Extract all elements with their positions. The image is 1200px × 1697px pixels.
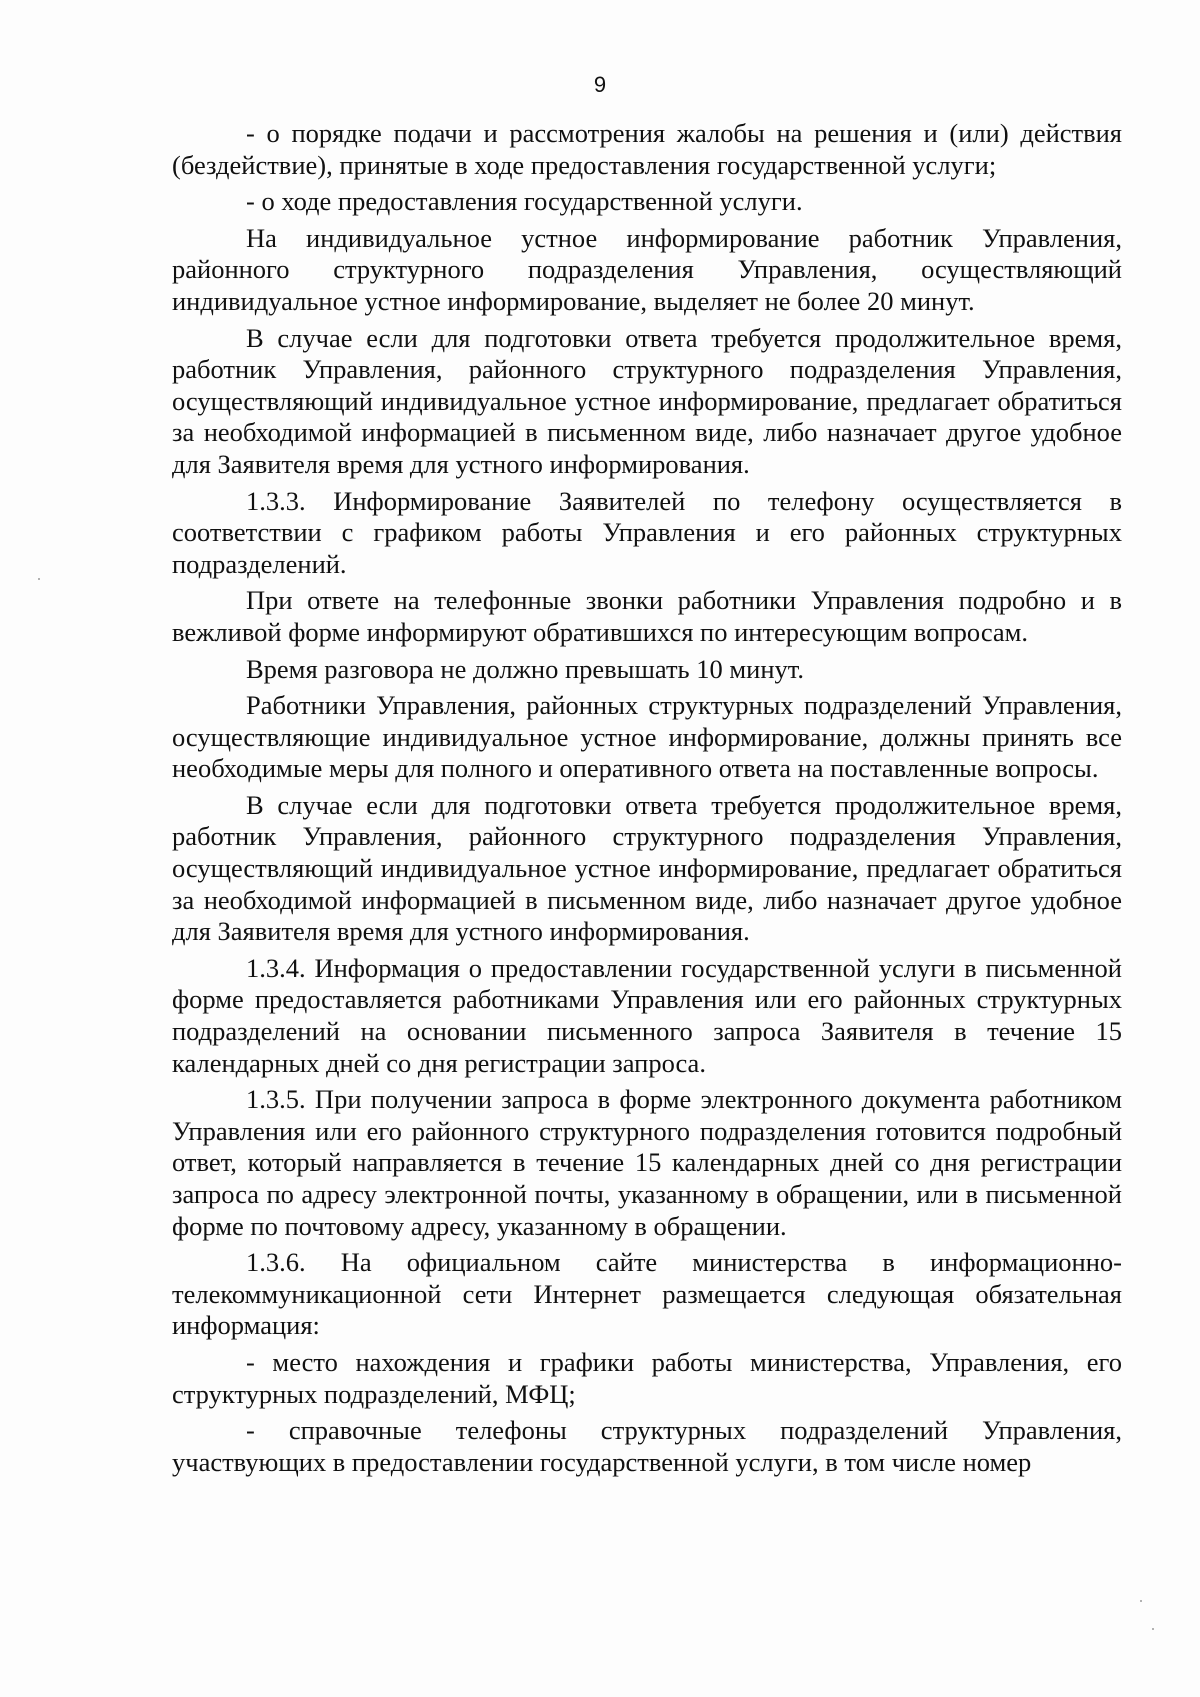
- paragraph: - место нахождения и графики работы министерства, Управления, его структурных подразделений, МФЦ;: [172, 1346, 1122, 1409]
- paragraph: - справочные телефоны структурных подразделений Управления, участвующих в предоставлении государственной услуги, в том числе номер: [172, 1415, 1122, 1477]
- paragraph: 1.3.6. На официальном сайте министерства в информационно-телекоммуникационной сети Интернет размещается следующая обязательная информация:: [172, 1247, 1122, 1341]
- paragraph: - о порядке подачи и рассмотрения жалобы на решения и (или) действия (бездействие), принятые в ходе предоставления государственной услуги;: [172, 118, 1122, 180]
- scan-speck: [1140, 1600, 1142, 1602]
- paragraph: 1.3.4. Информация о предоставлении государственной услуги в письменной форме предоставляется работниками Управления или его районных структурных подразделений на основании письменного запроса Заявителя в течение 15 календарных дней со дня регистрации запроса.: [172, 952, 1122, 1078]
- paragraph: - о ходе предоставления государственной услуги.: [246, 186, 803, 217]
- paragraph: 1.3.3. Информирование Заявителей по телефону осуществляется в соответствии с графиком работы Управления и его районных структурных подразделений.: [172, 485, 1122, 579]
- paragraph: При ответе на телефонные звонки работники Управления подробно и в вежливой форме информируют обратившихся по интересующим вопросам.: [172, 585, 1122, 647]
- document-body: [172, 118, 1122, 1483]
- scan-speck: [1152, 1628, 1154, 1630]
- paragraph: На индивидуальное устное информирование работник Управления, районного структурного подразделения Управления, осуществляющий индивидуальное устное информирование, выделяет не более 20 минут.: [172, 222, 1122, 316]
- paragraph: 1.3.5. При получении запроса в форме электронного документа работником Управления или его районного структурного подразделения готовится подробный ответ, который направляется в течение 15 календарных дней со дня регистрации запроса по адресу электронной почты, указанному в обращении, или в письменной форме по почтовому адресу, указанному в обращении.: [172, 1084, 1122, 1241]
- paragraph: Время разговора не должно превышать 10 минут.: [246, 653, 804, 684]
- paragraph: В случае если для подготовки ответа требуется продолжительное время, работник Управления, районного структурного подразделения Управления, осуществляющий индивидуальное устное информирование, предлагает обратиться за необходимой информацией в письменном виде, либо назначает другое удобное для Заявителя время для устного информирования.: [172, 789, 1122, 947]
- paragraph: Работники Управления, районных структурных подразделений Управления, осуществляющие индивидуальное устное информирование, должны принять все необходимые меры для полного и оперативного ответа на поставленные вопросы.: [172, 690, 1122, 784]
- paragraph: В случае если для подготовки ответа требуется продолжительное время, работник Управления, районного структурного подразделения Управления, осуществляющий индивидуальное устное информирование, предлагает обратиться за необходимой информацией в письменном виде, либо назначает другое удобное для Заявителя время для устного информирования.: [172, 322, 1122, 479]
- page-number: 9: [593, 72, 607, 97]
- scan-speck: [38, 578, 40, 580]
